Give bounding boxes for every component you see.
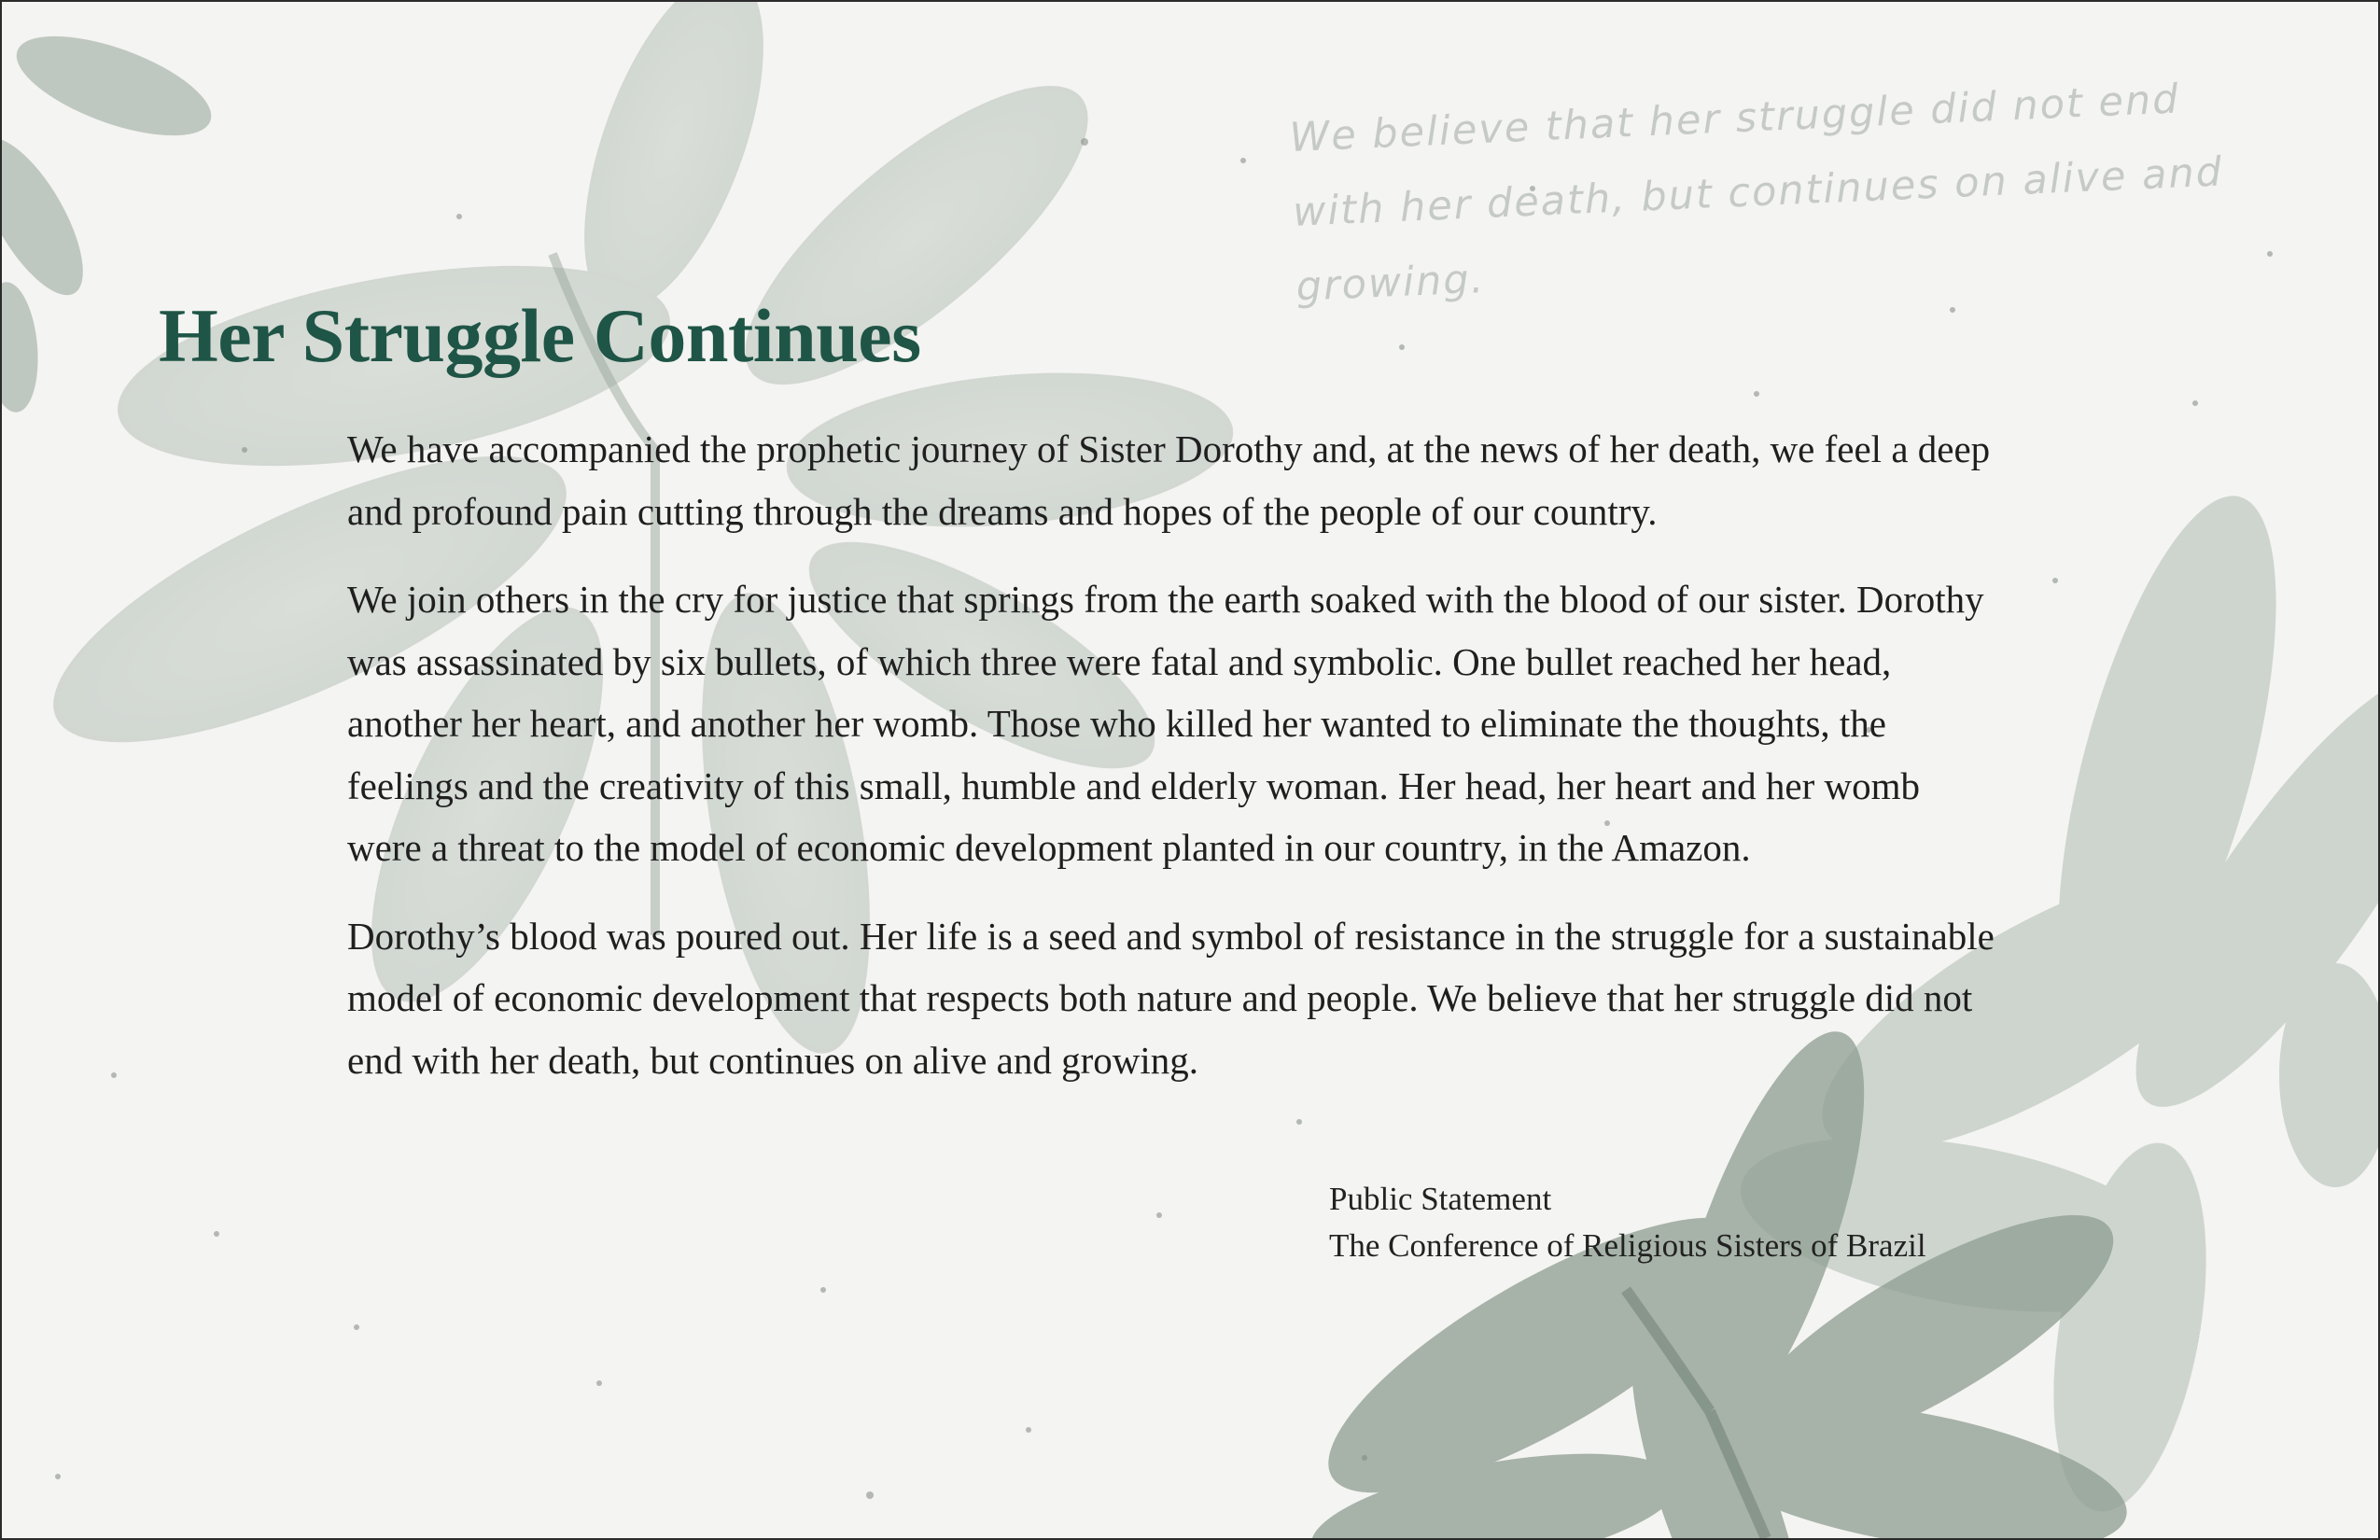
- paragraph-3: Dorothy’s blood was poured out. Her life is a seed and symbol of resistance in the struggle for a sustainable model of economic development that respects both nature and people. We believe that her struggle did not end with her death, but continues on alive and growing.: [347, 914, 1995, 1082]
- handwritten-pull-quote: We believe that her struggle did not end with her death, but continues on alive and growing.: [1288, 76, 2224, 311]
- page-title: Her Struggle Continues: [159, 293, 921, 378]
- attribution-line-2: The Conference of Religious Sisters of Brazil: [1329, 1227, 1926, 1264]
- attribution-block: [1329, 1176, 1926, 1269]
- paragraph-2: We join others in the cry for justice that springs from the earth soaked with the blood of our sister. Dorothy was assassinated by six bullets, of which three were fatal and symbolic. One bullet reached her head, another her heart, and another her womb. Those who killed her wanted to eliminate the thoughts, the feelings and the creativity of this small, humble and elderly woman. Her head, her heart and her womb were a threat to the model of economic development planted in our country, in the Amazon.: [347, 578, 1984, 869]
- statement-body: [347, 418, 1999, 1117]
- attribution-line-1: Public Statement: [1329, 1181, 1552, 1217]
- paragraph-1: We have accompanied the prophetic journey of Sister Dorothy and, at the news of her death, we feel a deep and profound pain cutting through the dreams and hopes of the people of our country.: [347, 427, 1991, 533]
